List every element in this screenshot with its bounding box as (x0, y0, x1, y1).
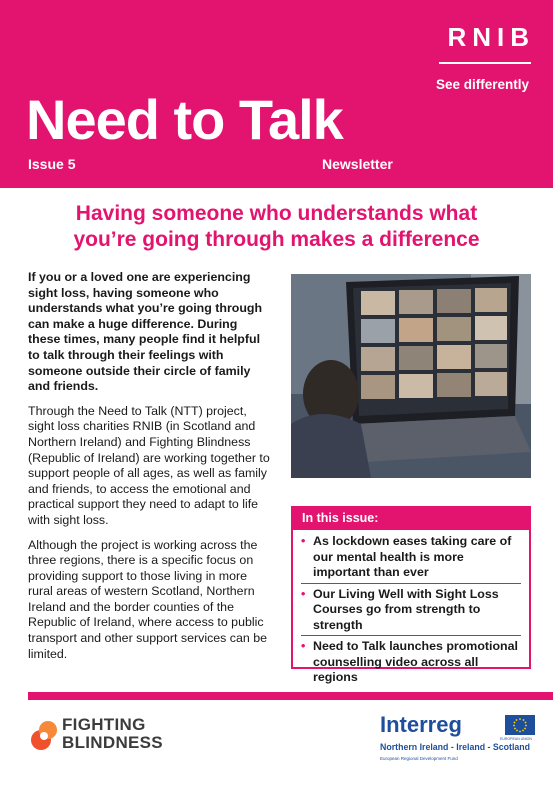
list-item[interactable] (301, 534, 521, 584)
issue-contents-list (293, 530, 529, 688)
eu-flag-icon (505, 715, 535, 735)
issue-item-text: Our Living Well with Sight Loss Courses go from strength to strength (313, 586, 499, 632)
list-item[interactable] (301, 587, 521, 637)
in-this-issue-heading: In this issue: (293, 508, 529, 530)
in-this-issue-box (291, 506, 531, 684)
fb-word-1: FIGHTING (62, 715, 146, 734)
interreg-logo (378, 712, 538, 772)
issue-number: Issue 5 (28, 156, 76, 172)
headline-line-1: Having someone who understands what (75, 202, 478, 225)
publication-type: Newsletter (322, 156, 393, 172)
issue-item-text: Need to Talk launches promotional counselling video across all regions (313, 639, 518, 684)
bullet-icon: • (301, 534, 306, 548)
bullet-icon: • (301, 639, 306, 653)
interreg-regions: Northern Ireland - Ireland - Scotland (380, 742, 531, 752)
footer-divider (28, 692, 553, 700)
fighting-blindness-mark-icon (30, 718, 58, 754)
video-call-photo (291, 274, 531, 478)
article-paragraph: Through the Need to Talk (NTT) project, sight loss charities RNIB (in Scotland and Northern Ireland) and Fighting Blindness (Republic of Ireland) are working together to support people of all ages, as well as family and friends, to access the emotional and practical support they need to adapt to life with sight loss. (28, 403, 270, 527)
newsletter-title: Need to Talk (26, 88, 343, 151)
logo-underline (439, 62, 531, 64)
article-lead: If you or a loved one are experiencing sight loss, having someone who understands what you’re going through can make a huge difference. During these times, many people find it helpful to talk through their feelings with someone outside their circle of family and friends. (28, 270, 263, 394)
fighting-blindness-logo (30, 716, 190, 756)
bullet-icon: • (301, 586, 306, 601)
article-paragraph: Although the project is working across the three regions, there is a specific focus on providing support to those living in more rural areas of western Scotland, Northern Ireland and the border counties of the Republic of Ireland, where access to public transport and other support services can be limited. (28, 537, 267, 661)
eu-caption: EUROPEAN UNION (500, 737, 532, 741)
article-body (28, 270, 272, 671)
issue-item-text: As lockdown eases taking care of our mental health is more important than ever (313, 534, 512, 579)
interreg-fund: European Regional Development Fund (380, 756, 458, 761)
rnib-tagline: See differently (435, 77, 529, 92)
video-call-illustration (291, 274, 531, 478)
list-item[interactable] (301, 639, 521, 688)
interreg-wordmark: Interreg (380, 712, 462, 737)
masthead (0, 0, 553, 188)
fb-word-2: BLINDNESS (62, 733, 163, 752)
rnib-logo: RNIB (447, 22, 535, 52)
main-headline (0, 201, 553, 253)
fighting-blindness-wordmark (62, 716, 163, 752)
headline-line-2: you’re going through makes a difference (73, 228, 480, 251)
